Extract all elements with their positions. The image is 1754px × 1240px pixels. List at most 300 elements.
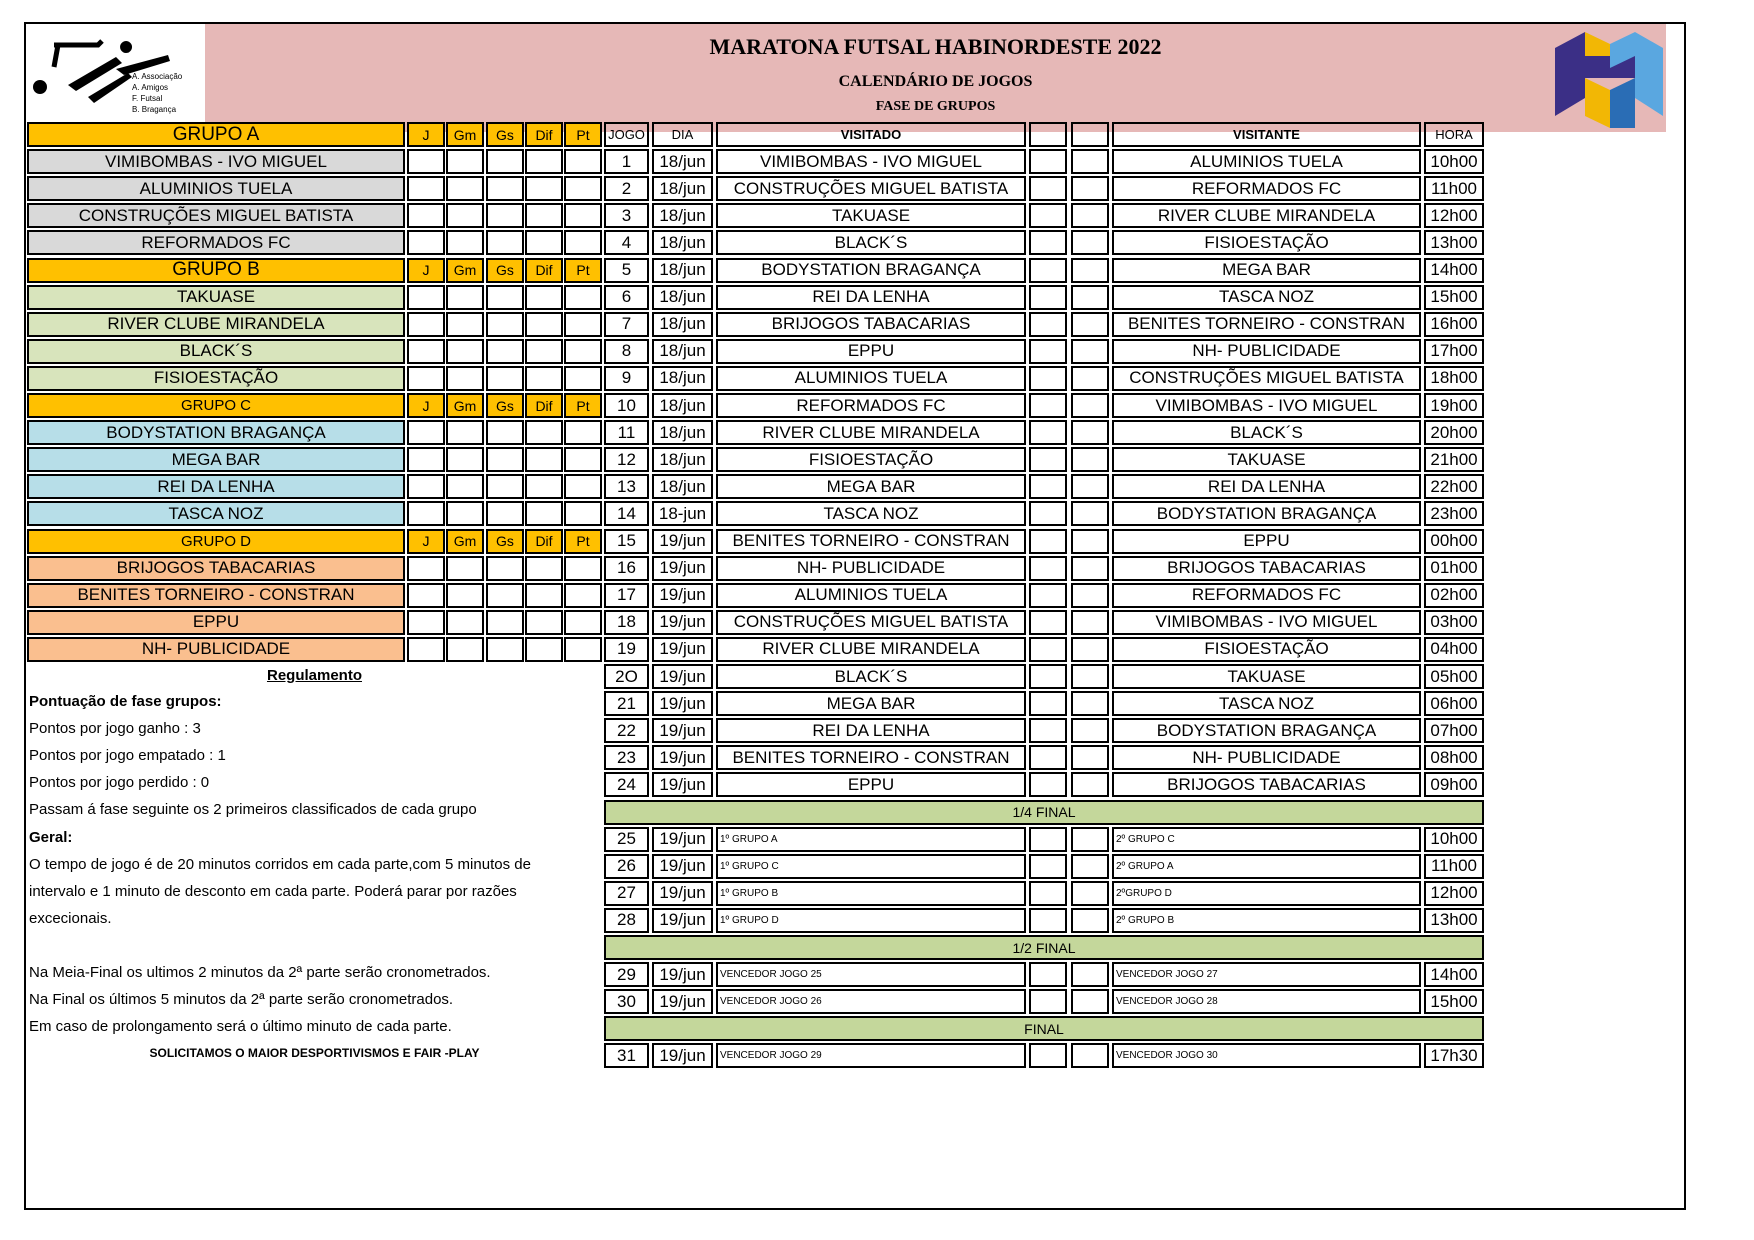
game-number: 22 — [604, 718, 649, 743]
stat-cell — [407, 339, 445, 364]
away-score — [1071, 637, 1109, 662]
stat-cell — [486, 583, 524, 608]
regulamento-title: Regulamento — [266, 667, 362, 684]
stat-cell — [564, 474, 602, 499]
group-header: GRUPO B — [27, 258, 405, 283]
logo-line: B. Bragança — [132, 105, 177, 114]
col-visitado: VISITADO — [716, 122, 1026, 147]
away-team: 2º GRUPO A — [1112, 854, 1421, 879]
stat-cell — [525, 366, 563, 391]
game-date: 19/jun — [652, 583, 713, 608]
stat-header: J — [407, 258, 445, 283]
stat-cell — [407, 312, 445, 337]
phase-bar: FINAL — [604, 1016, 1484, 1041]
home-team: MEGA BAR — [716, 691, 1026, 716]
stat-header: Dif — [525, 122, 563, 147]
away-team: BENITES TORNEIRO - CONSTRAN — [1112, 312, 1421, 337]
stat-cell — [525, 637, 563, 662]
home-team: 1º GRUPO A — [716, 827, 1026, 852]
home-score — [1029, 745, 1067, 770]
logo-line: F. Futsal — [132, 94, 163, 103]
stat-header: Gs — [486, 122, 524, 147]
away-score — [1071, 312, 1109, 337]
game-number: 27 — [604, 881, 649, 906]
stat-cell — [564, 203, 602, 228]
stat-cell — [564, 501, 602, 526]
away-score — [1071, 583, 1109, 608]
game-time: 14h00 — [1424, 258, 1484, 283]
home-team: CONSTRUÇÕES MIGUEL BATISTA — [716, 610, 1026, 635]
game-date: 18/jun — [652, 312, 713, 337]
game-time: 18h00 — [1424, 366, 1484, 391]
logo-line: A. Associação — [132, 72, 183, 81]
group-header: GRUPO C — [27, 393, 405, 418]
stat-cell — [446, 637, 484, 662]
game-date: 19/jun — [652, 881, 713, 906]
away-score — [1071, 691, 1109, 716]
game-time: 11h00 — [1424, 176, 1484, 201]
game-number: 2 — [604, 176, 649, 201]
game-time: 04h00 — [1424, 637, 1484, 662]
stat-cell — [564, 366, 602, 391]
stat-cell — [407, 366, 445, 391]
stat-header: Gm — [446, 122, 484, 147]
home-score — [1029, 501, 1067, 526]
game-time: 10h00 — [1424, 149, 1484, 174]
stat-cell — [486, 149, 524, 174]
stat-cell — [486, 176, 524, 201]
game-number: 7 — [604, 312, 649, 337]
stat-cell — [407, 230, 445, 255]
away-score — [1071, 258, 1109, 283]
away-team: CONSTRUÇÕES MIGUEL BATISTA — [1112, 366, 1421, 391]
stat-cell — [486, 285, 524, 310]
stat-header: Gs — [486, 393, 524, 418]
game-date: 19/jun — [652, 745, 713, 770]
association-logo — [28, 27, 204, 132]
home-score — [1029, 258, 1067, 283]
game-number: 13 — [604, 474, 649, 499]
away-team: FISIOESTAÇÃO — [1112, 637, 1421, 662]
regulamento-line: Na Meia-Final os ultimos 2 minutos da 2ª parte serão cronometrados. — [29, 964, 491, 981]
game-time: 12h00 — [1424, 881, 1484, 906]
home-team: EPPU — [716, 339, 1026, 364]
stat-cell — [486, 447, 524, 472]
game-time: 08h00 — [1424, 745, 1484, 770]
game-number: 19 — [604, 637, 649, 662]
home-team: BRIJOGOS TABACARIAS — [716, 312, 1026, 337]
home-team: 1º GRUPO B — [716, 881, 1026, 906]
stat-cell — [525, 610, 563, 635]
game-number: 24 — [604, 772, 649, 797]
stat-cell — [446, 556, 484, 581]
away-score — [1071, 664, 1109, 689]
stat-cell — [486, 637, 524, 662]
stat-cell — [564, 149, 602, 174]
game-date: 19/jun — [652, 610, 713, 635]
stat-cell — [407, 203, 445, 228]
stat-cell — [407, 474, 445, 499]
home-score — [1029, 691, 1067, 716]
game-number: 14 — [604, 501, 649, 526]
home-score — [1029, 1043, 1067, 1068]
away-team: RIVER CLUBE MIRANDELA — [1112, 203, 1421, 228]
home-score — [1029, 989, 1067, 1014]
game-number: 26 — [604, 854, 649, 879]
stat-cell — [446, 501, 484, 526]
home-score — [1029, 285, 1067, 310]
stat-cell — [525, 501, 563, 526]
stat-cell — [486, 556, 524, 581]
game-date: 18/jun — [652, 339, 713, 364]
regulamento-line: intervalo e 1 minuto de desconto em cada parte. Poderá parar por razões — [29, 882, 517, 900]
stat-cell — [446, 474, 484, 499]
stat-cell — [564, 447, 602, 472]
stat-header: Pt — [564, 258, 602, 283]
game-number: 28 — [604, 908, 649, 933]
away-team: 2º GRUPO B — [1112, 908, 1421, 933]
away-team: BRIJOGOS TABACARIAS — [1112, 556, 1421, 581]
away-team: NH- PUBLICIDADE — [1112, 745, 1421, 770]
home-team: BLACK´S — [716, 664, 1026, 689]
home-score — [1029, 176, 1067, 201]
game-date: 18/jun — [652, 393, 713, 418]
stat-header: Gs — [486, 529, 524, 554]
stat-cell — [486, 501, 524, 526]
game-date: 19/jun — [652, 772, 713, 797]
away-score — [1071, 962, 1109, 987]
game-time: 10h00 — [1424, 827, 1484, 852]
home-score — [1029, 230, 1067, 255]
home-score — [1029, 339, 1067, 364]
game-date: 18/jun — [652, 285, 713, 310]
away-score — [1071, 556, 1109, 581]
home-score — [1029, 610, 1067, 635]
game-time: 11h00 — [1424, 854, 1484, 879]
col-hora: HORA — [1424, 122, 1484, 147]
home-score — [1029, 962, 1067, 987]
away-team: VENCEDOR JOGO 28 — [1112, 989, 1421, 1014]
stat-cell — [525, 285, 563, 310]
game-date: 19/jun — [652, 664, 713, 689]
stat-header: Gm — [446, 258, 484, 283]
away-score — [1071, 230, 1109, 255]
regulamento-line: excecionais. — [29, 909, 112, 927]
stat-cell — [486, 312, 524, 337]
team-name: TAKUASE — [27, 285, 405, 310]
game-number: 29 — [604, 962, 649, 987]
team-name: BENITES TORNEIRO - CONSTRAN — [27, 583, 405, 608]
away-team: TAKUASE — [1112, 447, 1421, 472]
page-title: MARATONA FUTSAL HABINORDESTE 2022 — [709, 34, 1162, 59]
home-team: FISIOESTAÇÃO — [716, 447, 1026, 472]
game-time: 07h00 — [1424, 718, 1484, 743]
home-score — [1029, 420, 1067, 445]
stat-cell — [446, 339, 484, 364]
game-number: 21 — [604, 691, 649, 716]
game-time: 05h00 — [1424, 664, 1484, 689]
stat-header: J — [407, 393, 445, 418]
game-time: 01h00 — [1424, 556, 1484, 581]
game-number: 1 — [604, 149, 649, 174]
away-score — [1071, 176, 1109, 201]
game-number: 15 — [604, 529, 649, 554]
game-date: 19/jun — [652, 529, 713, 554]
phase-title: FASE DE GRUPOS — [875, 99, 996, 114]
fairplay-footer: SOLICITAMOS O MAIOR DESPORTIVISMOS E FAIR -PLAY — [149, 1046, 480, 1060]
home-team: BENITES TORNEIRO - CONSTRAN — [716, 745, 1026, 770]
game-number: 17 — [604, 583, 649, 608]
home-team: CONSTRUÇÕES MIGUEL BATISTA — [716, 176, 1026, 201]
stat-cell — [486, 420, 524, 445]
away-score — [1071, 339, 1109, 364]
regulamento-line: Pontos por jogo ganho : 3 — [29, 720, 201, 738]
stat-cell — [446, 285, 484, 310]
group-header: GRUPO D — [27, 529, 405, 554]
away-score — [1071, 366, 1109, 391]
phase-bar: 1/2 FINAL — [604, 935, 1484, 960]
team-name: BODYSTATION BRAGANÇA — [27, 420, 405, 445]
away-score — [1071, 529, 1109, 554]
team-name: REI DA LENHA — [27, 474, 405, 499]
away-team: 2ºGRUPO D — [1112, 881, 1421, 906]
stat-header: Dif — [525, 393, 563, 418]
regulamento-line: Geral: — [29, 828, 73, 846]
away-score — [1071, 854, 1109, 879]
home-score — [1029, 854, 1067, 879]
game-number: 5 — [604, 258, 649, 283]
away-score — [1071, 745, 1109, 770]
game-time: 13h00 — [1424, 908, 1484, 933]
home-team: BODYSTATION BRAGANÇA — [716, 258, 1026, 283]
game-number: 12 — [604, 447, 649, 472]
home-score — [1029, 718, 1067, 743]
stat-cell — [525, 474, 563, 499]
stat-cell — [407, 149, 445, 174]
home-score — [1029, 637, 1067, 662]
stat-header: Gm — [446, 529, 484, 554]
game-time: 16h00 — [1424, 312, 1484, 337]
game-number: 16 — [604, 556, 649, 581]
home-score — [1029, 908, 1067, 933]
col-score-home — [1029, 122, 1067, 147]
away-team: VENCEDOR JOGO 27 — [1112, 962, 1421, 987]
game-date: 18-jun — [652, 501, 713, 526]
stat-cell — [525, 203, 563, 228]
game-time: 15h00 — [1424, 989, 1484, 1014]
stat-cell — [446, 230, 484, 255]
stat-cell — [564, 339, 602, 364]
game-date: 19/jun — [652, 718, 713, 743]
away-team: MEGA BAR — [1112, 258, 1421, 283]
stat-cell — [564, 230, 602, 255]
stat-cell — [407, 420, 445, 445]
away-score — [1071, 474, 1109, 499]
group-header: GRUPO A — [27, 122, 405, 147]
phase-bar: 1/4 FINAL — [604, 800, 1484, 825]
stat-cell — [486, 203, 524, 228]
team-name: TASCA NOZ — [27, 501, 405, 526]
game-date: 19/jun — [652, 908, 713, 933]
home-score — [1029, 772, 1067, 797]
team-name: BLACK´S — [27, 339, 405, 364]
home-team: TAKUASE — [716, 203, 1026, 228]
away-score — [1071, 203, 1109, 228]
away-score — [1071, 827, 1109, 852]
stat-cell — [407, 447, 445, 472]
game-date: 18/jun — [652, 474, 713, 499]
game-date: 19/jun — [652, 691, 713, 716]
team-name: ALUMINIOS TUELA — [27, 176, 405, 201]
stat-cell — [525, 447, 563, 472]
stat-cell — [446, 176, 484, 201]
stat-cell — [564, 420, 602, 445]
game-number: 2O — [604, 664, 649, 689]
away-team: REFORMADOS FC — [1112, 583, 1421, 608]
game-time: 15h00 — [1424, 285, 1484, 310]
stat-cell — [407, 176, 445, 201]
home-team: BLACK´S — [716, 230, 1026, 255]
game-number: 11 — [604, 420, 649, 445]
logo-line: A. Amigos — [132, 83, 169, 92]
stat-cell — [564, 610, 602, 635]
game-number: 9 — [604, 366, 649, 391]
home-team: 1º GRUPO D — [716, 908, 1026, 933]
away-score — [1071, 718, 1109, 743]
away-team: BLACK´S — [1112, 420, 1421, 445]
away-team: REFORMADOS FC — [1112, 176, 1421, 201]
stat-header: Pt — [564, 529, 602, 554]
home-score — [1029, 556, 1067, 581]
home-score — [1029, 529, 1067, 554]
team-name: VIMIBOMBAS - IVO MIGUEL — [27, 149, 405, 174]
game-date: 19/jun — [652, 989, 713, 1014]
home-score — [1029, 312, 1067, 337]
away-score — [1071, 501, 1109, 526]
col-visitante: VISITANTE — [1112, 122, 1421, 147]
team-name: RIVER CLUBE MIRANDELA — [27, 312, 405, 337]
stat-cell — [446, 149, 484, 174]
home-team: RIVER CLUBE MIRANDELA — [716, 637, 1026, 662]
away-score — [1071, 610, 1109, 635]
game-time: 13h00 — [1424, 230, 1484, 255]
home-score — [1029, 393, 1067, 418]
game-number: 23 — [604, 745, 649, 770]
stat-cell — [525, 176, 563, 201]
away-team: ALUMINIOS TUELA — [1112, 149, 1421, 174]
stat-cell — [407, 637, 445, 662]
game-date: 19/jun — [652, 854, 713, 879]
stat-cell — [446, 583, 484, 608]
game-time: 03h00 — [1424, 610, 1484, 635]
game-date: 19/jun — [652, 962, 713, 987]
game-number: 25 — [604, 827, 649, 852]
game-date: 19/jun — [652, 1043, 713, 1068]
game-time: 20h00 — [1424, 420, 1484, 445]
game-time: 06h00 — [1424, 691, 1484, 716]
away-score — [1071, 1043, 1109, 1068]
regulamento-line: Em caso de prolongamento será o último minuto de cada parte. — [29, 1018, 452, 1036]
game-date: 18/jun — [652, 176, 713, 201]
team-name: NH- PUBLICIDADE — [27, 637, 405, 662]
col-jogo: JOGO — [604, 122, 649, 147]
home-score — [1029, 203, 1067, 228]
home-score — [1029, 149, 1067, 174]
stat-cell — [446, 366, 484, 391]
home-team: ALUMINIOS TUELA — [716, 366, 1026, 391]
stat-cell — [486, 339, 524, 364]
stat-cell — [525, 312, 563, 337]
stat-cell — [407, 610, 445, 635]
regulamento-line: O tempo de jogo é de 20 minutos corridos em cada parte,com 5 minutos de — [29, 855, 531, 873]
game-time: 23h00 — [1424, 501, 1484, 526]
stat-cell — [525, 556, 563, 581]
away-team: TASCA NOZ — [1112, 691, 1421, 716]
stat-header: Gs — [486, 258, 524, 283]
team-name: BRIJOGOS TABACARIAS — [27, 556, 405, 581]
team-name: FISIOESTAÇÃO — [27, 366, 405, 391]
home-score — [1029, 881, 1067, 906]
home-team: REI DA LENHA — [716, 718, 1026, 743]
stat-cell — [525, 230, 563, 255]
stat-cell — [564, 176, 602, 201]
stat-cell — [486, 230, 524, 255]
away-team: 2º GRUPO C — [1112, 827, 1421, 852]
home-team: RIVER CLUBE MIRANDELA — [716, 420, 1026, 445]
team-name: MEGA BAR — [27, 447, 405, 472]
home-score — [1029, 447, 1067, 472]
stat-cell — [446, 312, 484, 337]
home-team: VENCEDOR JOGO 26 — [716, 989, 1026, 1014]
home-team: ALUMINIOS TUELA — [716, 583, 1026, 608]
game-time: 09h00 — [1424, 772, 1484, 797]
away-score — [1071, 989, 1109, 1014]
regulamento-line: Pontuação de fase grupos: — [29, 693, 222, 710]
away-team: TAKUASE — [1112, 664, 1421, 689]
away-score — [1071, 881, 1109, 906]
stat-cell — [407, 285, 445, 310]
away-score — [1071, 772, 1109, 797]
game-time: 02h00 — [1424, 583, 1484, 608]
home-team: NH- PUBLICIDADE — [716, 556, 1026, 581]
stat-cell — [446, 420, 484, 445]
away-team: VIMIBOMBAS - IVO MIGUEL — [1112, 610, 1421, 635]
home-team: REFORMADOS FC — [716, 393, 1026, 418]
game-date: 18/jun — [652, 203, 713, 228]
home-team: TASCA NOZ — [716, 501, 1026, 526]
away-score — [1071, 908, 1109, 933]
game-date: 18/jun — [652, 447, 713, 472]
home-team: 1º GRUPO C — [716, 854, 1026, 879]
stat-cell — [564, 637, 602, 662]
stat-cell — [525, 420, 563, 445]
game-number: 18 — [604, 610, 649, 635]
stat-cell — [407, 556, 445, 581]
game-time: 22h00 — [1424, 474, 1484, 499]
stat-cell — [564, 583, 602, 608]
away-team: BODYSTATION BRAGANÇA — [1112, 501, 1421, 526]
away-team: BODYSTATION BRAGANÇA — [1112, 718, 1421, 743]
stat-cell — [446, 610, 484, 635]
stat-cell — [525, 339, 563, 364]
away-score — [1071, 285, 1109, 310]
home-team: EPPU — [716, 772, 1026, 797]
game-number: 10 — [604, 393, 649, 418]
stat-cell — [446, 203, 484, 228]
logo-text — [132, 71, 182, 115]
col-score-away — [1071, 122, 1109, 147]
away-score — [1071, 447, 1109, 472]
